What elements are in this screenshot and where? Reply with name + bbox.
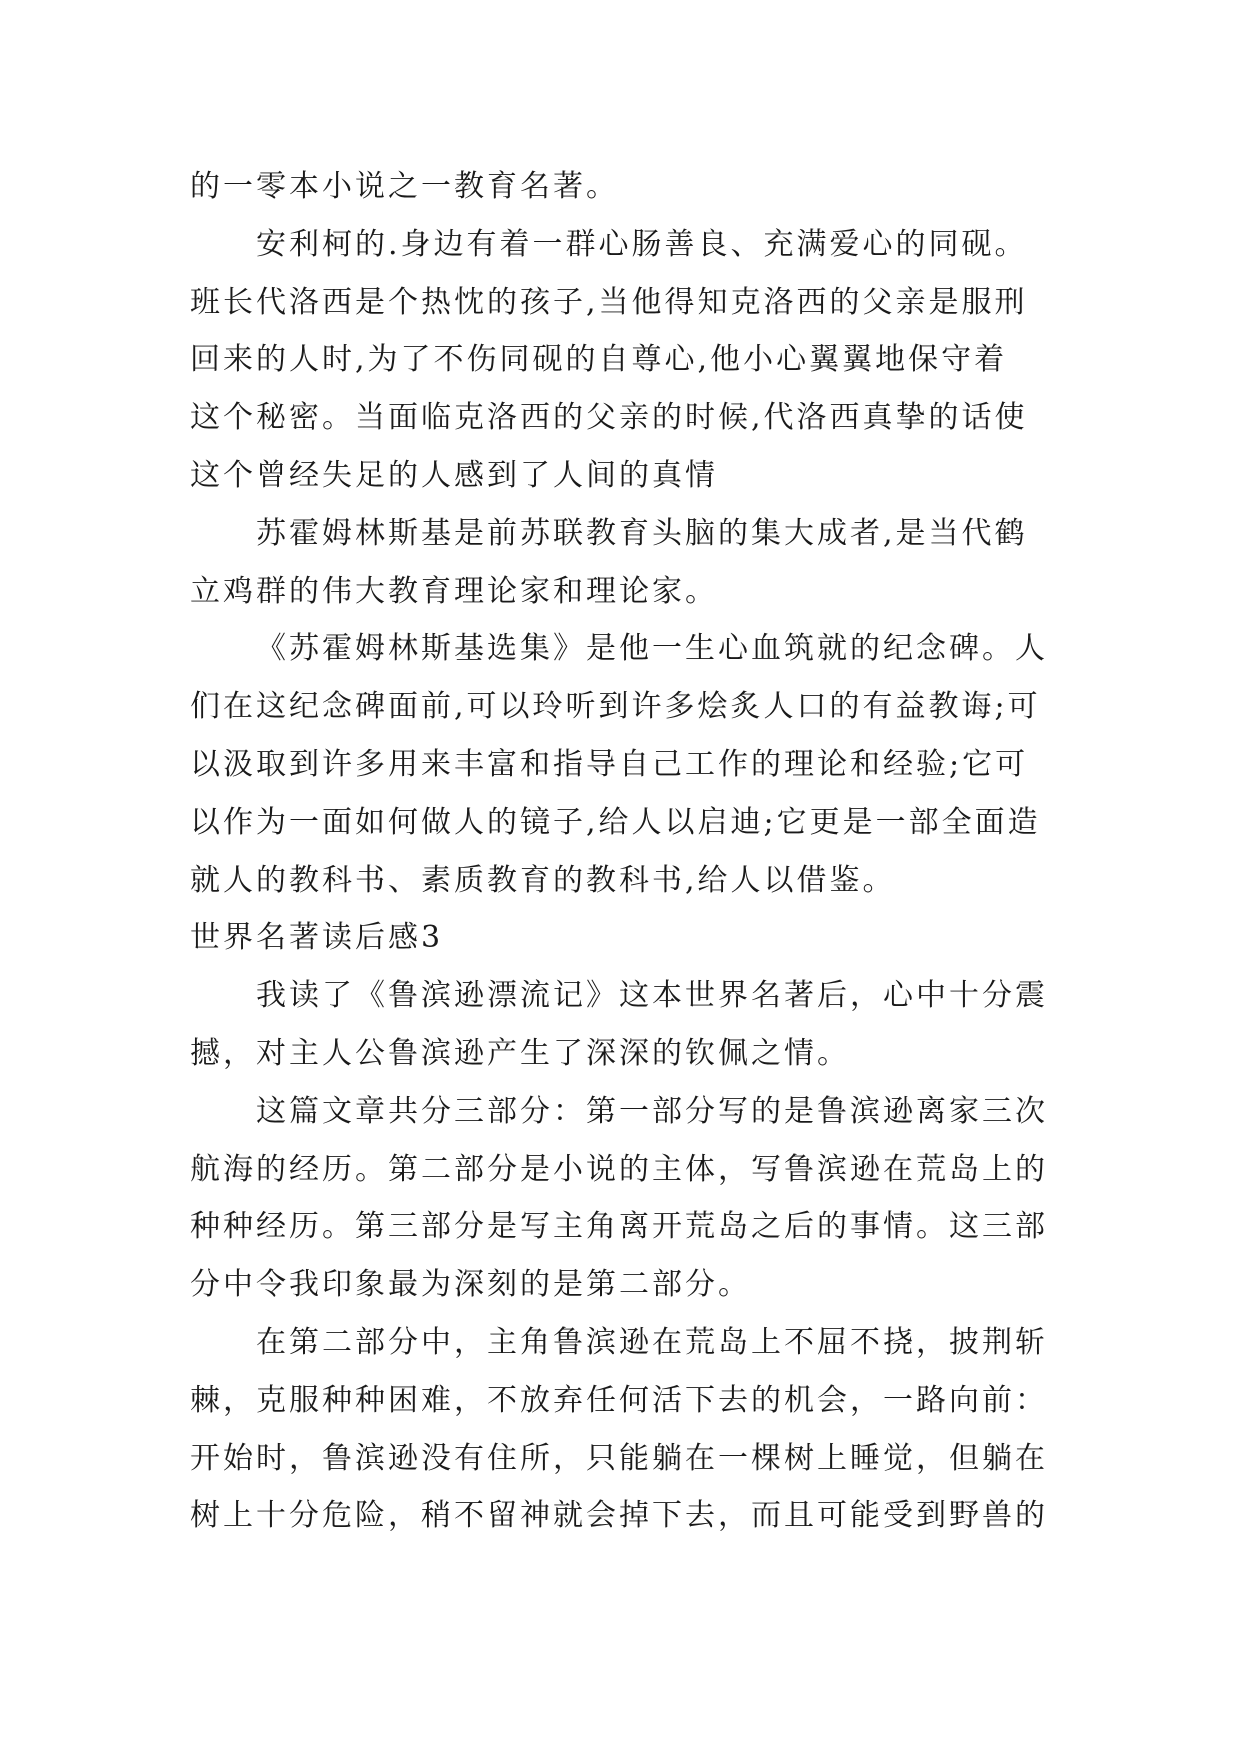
paragraph-start-line: 安利柯的.身边有着一群心肠善良、充满爱心的同砚。 xyxy=(256,226,1028,262)
text-line: 棘，克服种种困难，不放弃任何活下去的机会，一路向前： xyxy=(190,1382,1048,1418)
text-line: 们在这纪念碑面前,可以玲听到许多烩炙人口的有益教诲;可 xyxy=(190,689,1041,725)
text-line: 撼，对主人公鲁滨逊产生了深深的钦佩之情。 xyxy=(190,1035,850,1071)
text-line: 分中令我印象最为深刻的是第二部分。 xyxy=(190,1267,751,1303)
paragraph-start-line: 在第二部分中，主角鲁滨逊在荒岛上不屈不挠，披荆斩 xyxy=(256,1324,1048,1360)
text-line: 的一零本小说之一教育名著。 xyxy=(190,169,619,204)
text-line: 以作为一面如何做人的镜子,给人以启迪;它更是一部全面造 xyxy=(190,804,1041,840)
section-heading: 世界名著读后感3 xyxy=(190,920,444,956)
paragraph-start-line: 我读了《鲁滨逊漂流记》这本世界名著后，心中十分震 xyxy=(256,978,1048,1014)
text-line: 种种经历。第三部分是写主角离开荒岛之后的事情。这三部 xyxy=(190,1209,1048,1245)
text-line: 班长代洛西是个热忱的孩子,当他得知克洛西的父亲是服刑 xyxy=(190,284,1028,320)
paragraph-start-line: 《苏霍姆林斯基选集》是他一生心血筑就的纪念碑。人 xyxy=(256,631,1048,667)
paragraph-start-line: 苏霍姆林斯基是前苏联教育头脑的集大成者,是当代鹤 xyxy=(256,515,1028,551)
text-line: 立鸡群的伟大教育理论家和理论家。 xyxy=(190,573,718,609)
text-line: 树上十分危险，稍不留神就会掉下去，而且可能受到野兽的 xyxy=(190,1498,1048,1534)
text-line: 航海的经历。第二部分是小说的主体，写鲁滨逊在荒岛上的 xyxy=(190,1151,1048,1187)
document-body xyxy=(190,158,1060,1545)
text-line: 以汲取到许多用来丰富和指导自己工作的理论和经验;它可 xyxy=(190,746,1029,782)
text-line: 回来的人时,为了不伤同砚的自尊心,他小心翼翼地保守着 xyxy=(190,342,1008,378)
text-line: 开始时，鲁滨逊没有住所，只能躺在一棵树上睡觉，但躺在 xyxy=(190,1440,1048,1476)
text-line: 这个秘密。当面临克洛西的父亲的时候,代洛西真挚的话使 xyxy=(190,400,1028,436)
paragraph-start-line: 这篇文章共分三部分：第一部分写的是鲁滨逊离家三次 xyxy=(256,1093,1048,1129)
text-line: 就人的教科书、素质教育的教科书,给人以借鉴。 xyxy=(190,862,896,898)
text-line: 这个曾经失足的人感到了人间的真情 xyxy=(190,457,718,493)
